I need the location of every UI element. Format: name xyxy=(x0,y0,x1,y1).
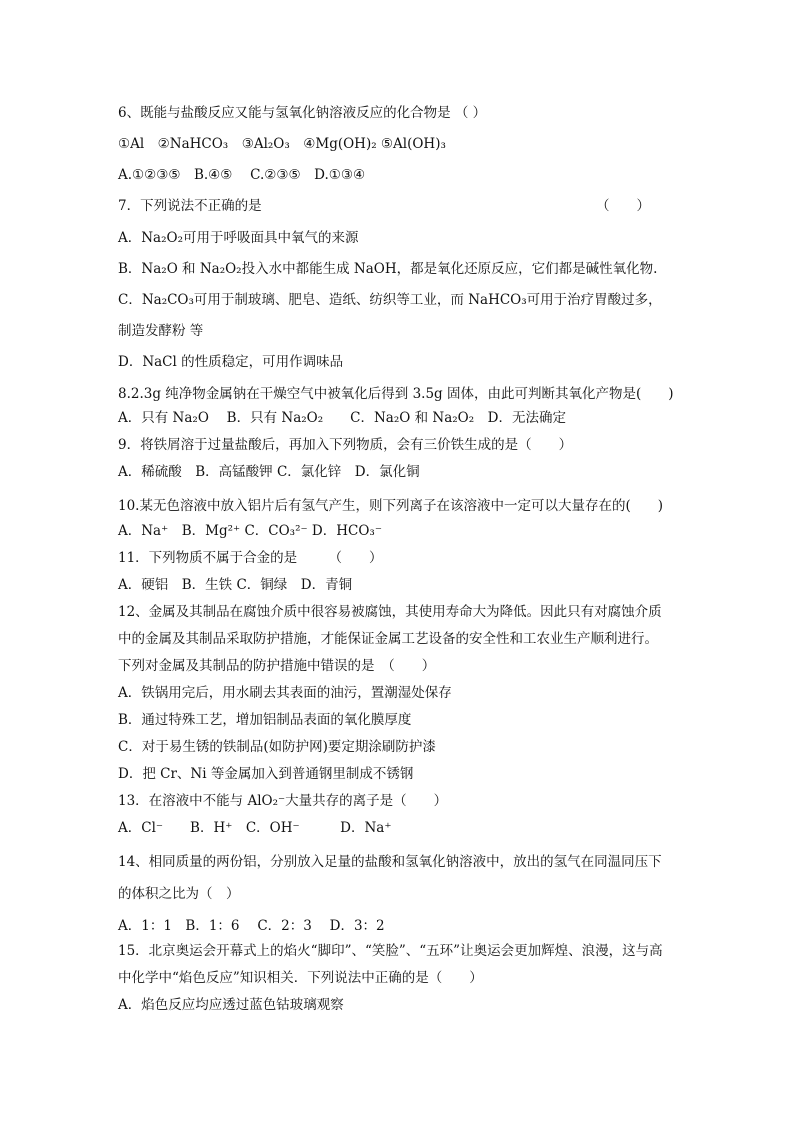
q6-items: ①Al ②NaHCO₃ ③Al₂O₃ ④Mg(OH)₂ ⑤Al(OH)₃ xyxy=(118,136,446,152)
q14-options: A．1：1 B．1：6 C．2：3 D．3：2 xyxy=(118,918,385,934)
q7-option-b: B．Na₂O 和 Na₂O₂投入水中都能生成 NaOH，都是氧化还原反应，它们都是碱性氧化物. xyxy=(118,261,658,277)
q10-options: A．Na⁺ B．Mg²⁺ C．CO₃²⁻ D．HCO₃⁻ xyxy=(118,523,382,539)
q7-option-c-cont: 制造发酵粉 等 xyxy=(118,323,204,339)
q13-stem: 13．在溶液中不能与 AlO₂⁻大量共存的离子是（ ） xyxy=(118,793,448,809)
q14-stem-line1: 14、相同质量的两份铝，分别放入足量的盐酸和氢氧化钠溶液中，放出的氢气在同温同压下 xyxy=(118,854,662,870)
q7-option-d: D．NaCl 的性质稳定，可用作调味品 xyxy=(118,354,344,370)
q12-option-d: D．把 Cr、Ni 等金属加入到普通钢里制成不锈钢 xyxy=(118,766,414,782)
q6-options: A.①②③⑤ B.④⑤ C.②③⑤ D.①③④ xyxy=(118,167,366,183)
q13-options: A．Cl⁻ B．H⁺ C．OH⁻ D．Na⁺ xyxy=(118,820,392,836)
q11-stem: 11．下列物质不属于合金的是 （ ） xyxy=(118,550,383,566)
q8-options: A．只有 Na₂O B．只有 Na₂O₂ C．Na₂O 和 Na₂O₂ D．无法确定 xyxy=(118,410,566,426)
q15-option-a: A．焰色反应均应透过蓝色钴玻璃观察 xyxy=(118,997,344,1013)
q9-options: A．稀硫酸 B．高锰酸钾 C．氯化锌 D．氯化铜 xyxy=(118,464,420,480)
q10-stem: 10.某无色溶液中放入铝片后有氢气产生，则下列离子在该溶液中一定可以大量存在的( ) xyxy=(118,498,664,514)
q7-option-c: C．Na₂CO₃可用于制玻璃、肥皂、造纸、纺织等工业，而 NaHCO₃可用于治疗胃酸过多， xyxy=(118,292,662,308)
q7-answer-paren: （ ） xyxy=(596,198,650,214)
q12-stem-line3: 下列对金属及其制品的防护措施中错误的是 （ ） xyxy=(118,658,436,674)
q12-option-b: B．通过特殊工艺，增加铝制品表面的氧化膜厚度 xyxy=(118,712,412,728)
q12-stem-line1: 12、金属及其制品在腐蚀介质中很容易被腐蚀，其使用寿命大为降低。因此只有对腐蚀介质 xyxy=(118,604,662,620)
q12-stem-line2: 中的金属及其制品采取防护措施，才能保证金属工艺设备的安全性和工农业生产顺利进行。 xyxy=(118,631,658,647)
q7-option-a: A．Na₂O₂可用于呼吸面具中氧气的来源 xyxy=(118,230,359,246)
q15-stem-line1: 15．北京奥运会开幕式上的焰火“脚印”、“笑脸”、“五环”让奥运会更加辉煌、浪漫，这与高 xyxy=(118,943,663,959)
q8-stem: 8.2.3g 纯净物金属钠在干燥空气中被氧化后得到 3.5g 固体，由此可判断其氧化产物是( ) xyxy=(118,386,674,402)
q12-option-c: C．对于易生锈的铁制品(如防护网)要定期涂刷防护漆 xyxy=(118,739,436,755)
q15-stem-line2: 中化学中“焰色反应”知识相关．下列说法中正确的是（ ） xyxy=(118,970,483,986)
q14-stem-line2: 的体积之比为（ ） xyxy=(118,886,240,902)
q12-option-a: A．铁锅用完后，用水刷去其表面的油污，置潮湿处保存 xyxy=(118,685,452,701)
q6-stem: 6、既能与盐酸反应又能与氢氧化钠溶液反应的化合物是 （ ） xyxy=(118,105,487,121)
q11-options: A．硬铝 B．生铁 C．铜绿 D．青铜 xyxy=(118,577,353,593)
q7-stem: 7．下列说法不正确的是 xyxy=(118,198,262,214)
q9-stem: 9．将铁屑溶于过量盐酸后，再加入下列物质，会有三价铁生成的是（ ） xyxy=(118,437,573,453)
